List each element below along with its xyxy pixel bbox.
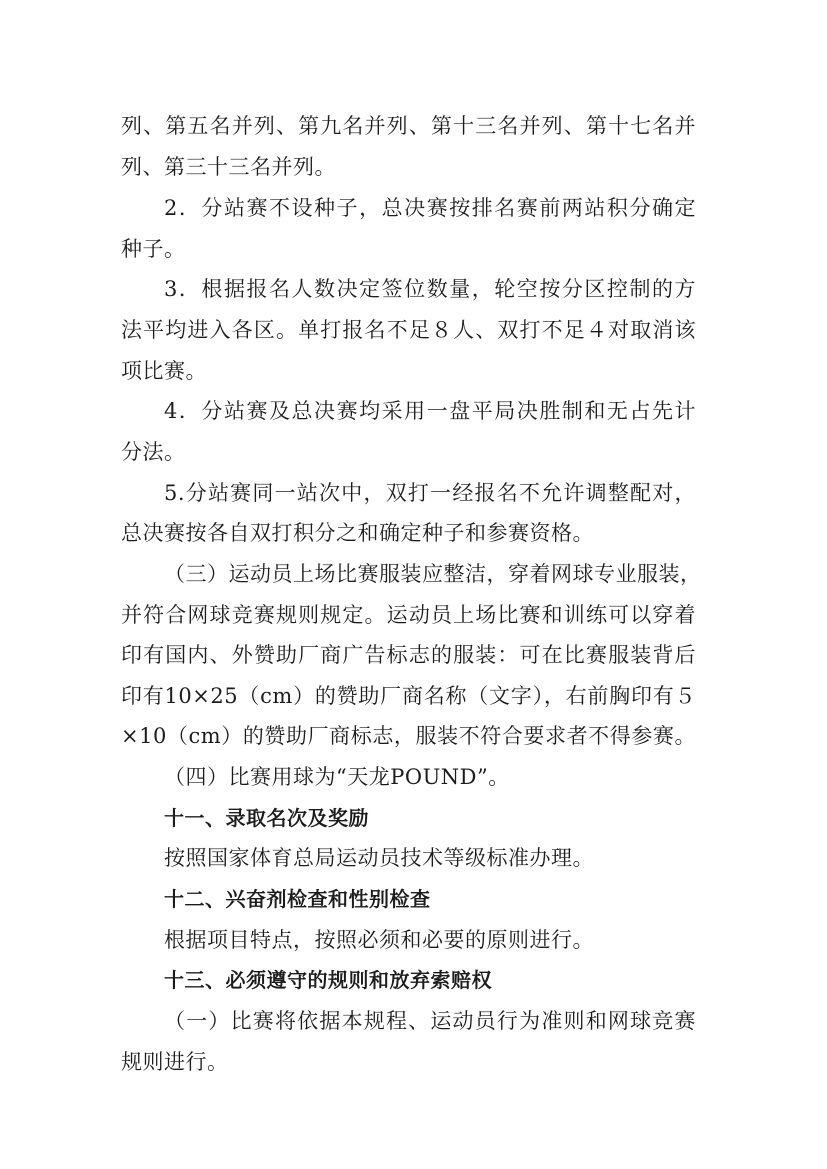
paragraph-line: 并符合网球竞赛规则规定。运动员上场比赛和训练可以穿着 <box>121 603 696 627</box>
paragraph-line: 项比赛。 <box>121 359 207 383</box>
paragraph-line: 按照国家体育总局运动员技术等级标准办理。 <box>164 846 594 870</box>
paragraph-line: （三）运动员上场比赛服装应整洁，穿着网球专业服装， <box>164 562 702 586</box>
paragraph-line: 印有国内、外赞助厂商广告标志的服装：可在比赛服装背后 <box>121 643 696 667</box>
section-heading: 十二、兴奋剂检查和性别检查 <box>164 887 431 911</box>
paragraph-line: 种子。 <box>121 237 186 261</box>
section-heading: 十三、必须遵守的规则和放弃索赔权 <box>164 968 492 992</box>
paragraph-line: （四）比赛用球为“天龙POUND”。 <box>164 765 510 789</box>
paragraph-line: 分法。 <box>121 440 186 464</box>
paragraph-line: 印有10×25（cm）的赞助厂商名称（文字），右前胸印有５ <box>121 684 696 708</box>
paragraph-line: 列、第三十三名并列。 <box>121 155 336 179</box>
paragraph-line: 2．分站赛不设种子，总决赛按排名赛前两站积分确定 <box>164 196 696 220</box>
section-heading: 十一、录取名次及奖励 <box>164 806 369 830</box>
paragraph-line: 4．分站赛及总决赛均采用一盘平局决胜制和无占先计 <box>164 399 696 423</box>
paragraph-line: 总决赛按各自双打积分之和确定种子和参赛资格。 <box>121 521 594 545</box>
paragraph-line: ×10（cm）的赞助厂商标志，服装不符合要求者不得参赛。 <box>121 724 696 748</box>
paragraph-line: 5.分站赛同一站次中，双打一经报名不允许调整配对， <box>164 481 696 505</box>
paragraph-line: 3．根据报名人数决定签位数量，轮空按分区控制的方 <box>164 277 696 301</box>
paragraph-line: （一）比赛将依据本规程、运动员行为准则和网球竞赛 <box>164 1009 696 1033</box>
paragraph-line: 法平均进入各区。单打报名不足８人、双打不足４对取消该 <box>121 318 696 342</box>
paragraph-line: 规则进行。 <box>121 1050 229 1074</box>
paragraph-line: 根据项目特点，按照必须和必要的原则进行。 <box>164 928 594 952</box>
paragraph-line: 列、第五名并列、第九名并列、第十三名并列、第十七名并 <box>121 114 696 138</box>
